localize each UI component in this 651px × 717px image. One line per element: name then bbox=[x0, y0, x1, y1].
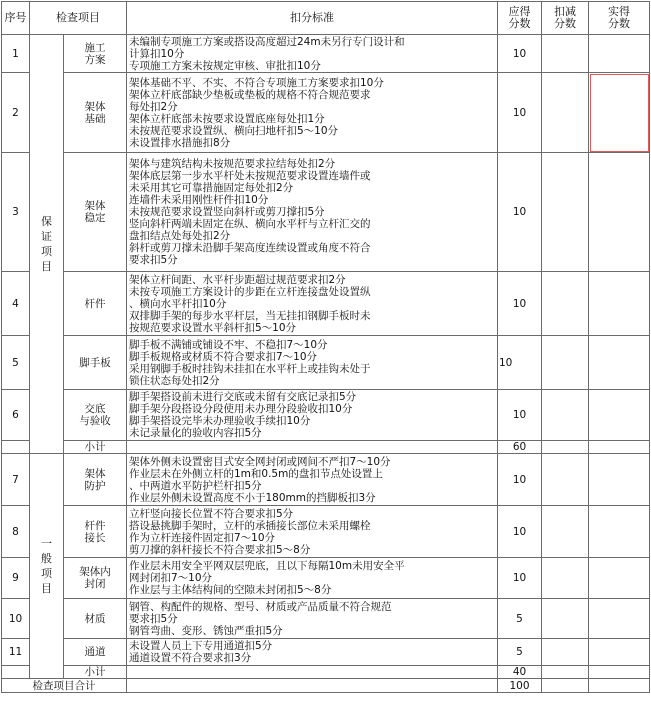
table-row bbox=[2, 599, 650, 639]
check-item: 施工 方案 bbox=[64, 35, 127, 73]
subtotal-score: 60 bbox=[498, 441, 542, 454]
deduct-score-cell[interactable] bbox=[542, 558, 589, 599]
due-score: 10 bbox=[498, 336, 542, 390]
header-actual-score: 实得 分数 bbox=[589, 2, 650, 35]
deduction-standard: 架体外侧未设置密目式安全网封闭或网间不严扣7～10分 作业层未在外侧立杆的1m和0.5m的盘扣节点处设置上 、中两道水平防护栏杆扣5分 作业层外侧未设置高度不小于180mm的挡脚板扣3分 bbox=[127, 454, 498, 506]
total-score: 100 bbox=[498, 679, 542, 693]
actual-score-cell[interactable] bbox=[589, 390, 650, 441]
subtotal-label: 小计 bbox=[64, 441, 127, 454]
subtotal-row bbox=[2, 441, 650, 454]
group-guarantee-items: 保 证 项 目 bbox=[30, 35, 64, 454]
deduct-score-cell[interactable] bbox=[542, 441, 589, 454]
table-row bbox=[2, 153, 650, 272]
check-item: 杆件 接长 bbox=[64, 506, 127, 558]
row-number: 6 bbox=[2, 390, 30, 441]
check-item: 架体 防护 bbox=[64, 454, 127, 506]
check-item: 交底 与验收 bbox=[64, 390, 127, 441]
deduction-standard: 架体基础不平、不实、不符合专项施工方案要求扣10分 架体立杆底部缺少垫板或垫板的规格不符合规范要求 每处扣2分 架体立杆底部未按要求设置底座每处扣1分 未按规范要求设置纵、横向扫地杆扣5～10分 未设置排水措施扣8分 bbox=[127, 73, 498, 153]
deduct-score-cell[interactable] bbox=[542, 153, 589, 272]
deduction-standard: 钢管、构配件的规格、型号、材质或产品质量不符合规范 要求扣5分 钢管弯曲、变形、锈蚀严重扣5分 bbox=[127, 599, 498, 639]
header-row bbox=[2, 2, 650, 35]
actual-score-cell[interactable] bbox=[589, 153, 650, 272]
total-row bbox=[2, 679, 650, 693]
due-score: 5 bbox=[498, 599, 542, 639]
header-standard: 扣分标准 bbox=[127, 2, 498, 35]
deduct-score-cell[interactable] bbox=[542, 35, 589, 73]
due-score: 10 bbox=[498, 35, 542, 73]
header-category: 检查项目 bbox=[30, 2, 127, 35]
actual-score-cell-selected[interactable] bbox=[589, 73, 650, 153]
deduct-score-cell[interactable] bbox=[542, 390, 589, 441]
deduct-score-cell[interactable] bbox=[542, 679, 589, 693]
subtotal-row bbox=[2, 666, 650, 679]
group-general-items: 一 般 项 目 bbox=[30, 454, 64, 679]
check-item: 架体 基础 bbox=[64, 73, 127, 153]
due-score: 10 bbox=[498, 558, 542, 599]
due-score: 10 bbox=[498, 390, 542, 441]
due-score: 10 bbox=[498, 73, 542, 153]
row-number: 8 bbox=[2, 506, 30, 558]
row-number: 11 bbox=[2, 639, 30, 666]
table-row bbox=[2, 35, 650, 73]
header-seq: 序号 bbox=[2, 2, 30, 35]
deduct-score-cell[interactable] bbox=[542, 272, 589, 336]
actual-score-cell[interactable] bbox=[589, 454, 650, 506]
table-row bbox=[2, 390, 650, 441]
table-row bbox=[2, 639, 650, 666]
row-number: 10 bbox=[2, 599, 30, 639]
actual-score-cell[interactable] bbox=[589, 506, 650, 558]
subtotal-score: 40 bbox=[498, 666, 542, 679]
row-number: 4 bbox=[2, 272, 30, 336]
deduct-score-cell[interactable] bbox=[542, 666, 589, 679]
deduct-score-cell[interactable] bbox=[542, 336, 589, 390]
table-row bbox=[2, 454, 650, 506]
row-number: 9 bbox=[2, 558, 30, 599]
deduction-standard: 作业层未用安全平网双层兜底，且以下每隔10m未用安全平 网封闭扣7～10分 作业层与主体结构间的空隙未封闭扣5～8分 bbox=[127, 558, 498, 599]
deduction-standard: 架体与建筑结构未按规范要求拉结每处扣2分 架体底层第一步水平杆处未按规范要求设置连墙件或 未采用其它可靠措施固定每处扣2分 连墙件未采用刚性杆件扣10分 未按规范要求设置竖向斜杆或剪刀撑扣5分 竖向斜杆两端未固定在纵、横向水平杆与立杆汇交的 盘扣结点处每处扣2分 斜杆或剪刀撑未沿脚手架高度连续设置或角度不符合 要求扣5分 bbox=[127, 153, 498, 272]
deduction-standard: 脚手板不满铺或铺设不牢、不稳扣7～10分 脚手板规格或材质不符合要求扣7～10分 采用钢脚手板时挂钩未挂扣在水平杆上或挂钩未处于 锁住状态每处扣2分 bbox=[127, 336, 498, 390]
row-number: 5 bbox=[2, 336, 30, 390]
check-item: 架体内 封闭 bbox=[64, 558, 127, 599]
check-item: 架体 稳定 bbox=[64, 153, 127, 272]
subtotal-label: 小计 bbox=[64, 666, 127, 679]
deduct-score-cell[interactable] bbox=[542, 454, 589, 506]
deduction-standard: 未编制专项施工方案或搭设高度超过24m未另行专门设计和 计算扣10分 专项施工方案未按规定审核、审批扣10分 bbox=[127, 35, 498, 73]
actual-score-cell[interactable] bbox=[589, 558, 650, 599]
actual-score-cell[interactable] bbox=[589, 639, 650, 666]
due-score: 5 bbox=[498, 639, 542, 666]
deduction-standard: 架体立杆间距、水平杆步距超过规范要求扣2分 未按专项施工方案设计的步距在立杆连接盘处设置纵 、横向水平杆扣10分 双排脚手架的每步水平杆层，当无挂扣钢脚手板时未 按规范要求设置水平斜杆扣5～10分 bbox=[127, 272, 498, 336]
header-due-score: 应得 分数 bbox=[498, 2, 542, 35]
actual-score-cell[interactable] bbox=[589, 441, 650, 454]
deduct-score-cell[interactable] bbox=[542, 73, 589, 153]
table-row bbox=[2, 506, 650, 558]
deduct-score-cell[interactable] bbox=[542, 506, 589, 558]
row-number: 3 bbox=[2, 153, 30, 272]
table-row bbox=[2, 558, 650, 599]
inspection-table bbox=[1, 1, 650, 693]
actual-score-cell[interactable] bbox=[589, 599, 650, 639]
deduct-score-cell[interactable] bbox=[542, 599, 589, 639]
due-score: 10 bbox=[498, 272, 542, 336]
total-label: 检查项目合计 bbox=[2, 679, 127, 693]
table-row bbox=[2, 336, 650, 390]
header-deduct-score: 扣减 分数 bbox=[542, 2, 589, 35]
row-number: 1 bbox=[2, 35, 30, 73]
deduct-score-cell[interactable] bbox=[542, 639, 589, 666]
actual-score-cell[interactable] bbox=[589, 272, 650, 336]
check-item: 材质 bbox=[64, 599, 127, 639]
check-item: 杆件 bbox=[64, 272, 127, 336]
due-score: 10 bbox=[498, 153, 542, 272]
check-item: 通道 bbox=[64, 639, 127, 666]
actual-score-cell[interactable] bbox=[589, 336, 650, 390]
deduction-standard: 立杆竖向接长位置不符合要求扣5分 搭设悬挑脚手架时，立杆的承插接长部位未采用螺栓 作为立杆连接件固定扣7～10分 剪刀撑的斜杆接长不符合要求扣5～8分 bbox=[127, 506, 498, 558]
row-number: 7 bbox=[2, 454, 30, 506]
due-score: 10 bbox=[498, 454, 542, 506]
deduction-standard: 脚手架搭设前未进行交底或未留有交底记录扣5分 脚手架分段搭设分段使用未办理分段验收扣10分 脚手架搭设完毕未办理验收手续扣10分 未记录量化的验收内容扣5分 bbox=[127, 390, 498, 441]
actual-score-cell[interactable] bbox=[589, 679, 650, 693]
table-row bbox=[2, 73, 650, 153]
actual-score-cell[interactable] bbox=[589, 666, 650, 679]
table-row bbox=[2, 272, 650, 336]
row-number: 2 bbox=[2, 73, 30, 153]
deduction-standard: 未设置人员上下专用通道扣5分 通道设置不符合要求扣3分 bbox=[127, 639, 498, 666]
check-item: 脚手板 bbox=[64, 336, 127, 390]
due-score: 10 bbox=[498, 506, 542, 558]
actual-score-cell[interactable] bbox=[589, 35, 650, 73]
